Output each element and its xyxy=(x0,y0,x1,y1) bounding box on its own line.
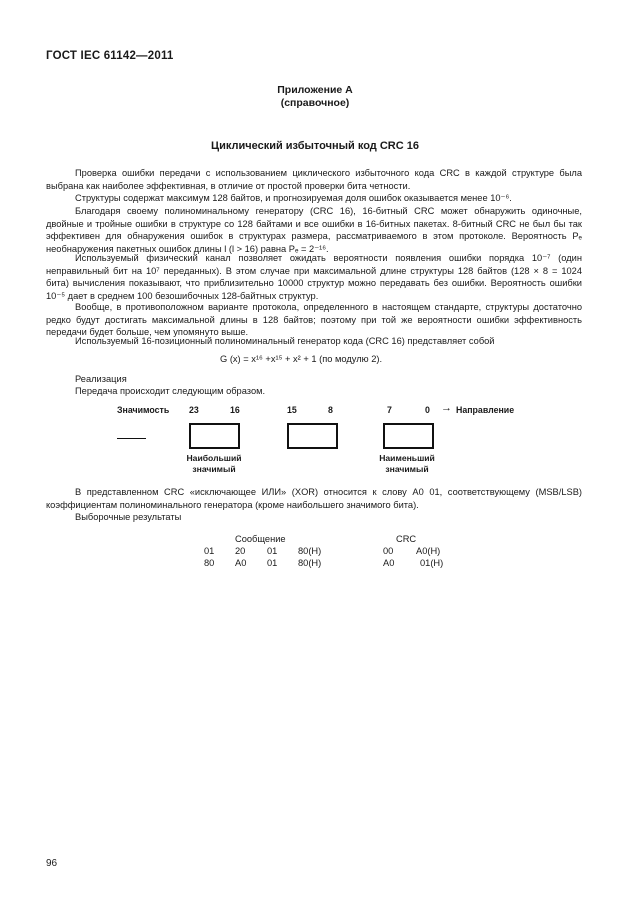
col-header-crc: CRC xyxy=(396,534,417,544)
bit-0-label: 0 xyxy=(425,405,430,415)
paragraph-2: Структуры содержат максимум 128 байтов, и прогнозируемая доля ошибок оказывается менее 10⁻⁶. xyxy=(75,193,512,203)
byte-box-lsb xyxy=(383,423,434,449)
paragraph-7: В представленном CRC «исключающее ИЛИ» (XOR) относится к слову A0 01, соответствующему (MSB/LSB) коэффициентам полиноминального генератора (кроме наибольшего значимого бита). xyxy=(46,487,582,510)
appendix-subtitle: (справочное) xyxy=(280,97,350,109)
lsb-caption: Наименьший значимый xyxy=(379,453,435,474)
bit-8-label: 8 xyxy=(328,405,333,415)
appendix-title: Приложение А xyxy=(277,84,353,96)
msb-caption: Наибольший значимый xyxy=(186,453,242,474)
document-header: ГОСТ IEC 61142—2011 xyxy=(46,50,174,62)
byte-box-middle xyxy=(287,423,338,449)
paragraph-4: Используемый физический канал позволяет ожидать вероятности появления ошибки порядка 10⁻⁷ (один неправильный бит на 10⁷ переданных). В этом случае при максимальной длине структуры 128 байтов (128 × 8 = 1024 бита) вычисления показывают, что приблизительно 10000 структур можно передавать без ошибки. Вероятность ошибки 10⁻⁵ дает в среднем 100 безошибочных 128-байтных структур. xyxy=(46,253,582,301)
implementation-label: Реализация xyxy=(75,374,127,384)
section-title: Циклический избыточный код CRC 16 xyxy=(211,140,419,152)
paragraph-5: Вообще, в противоположном варианте протокола, определенного в настоящем стандарте, структуры достаточно редко будут достигать максимальной длины в 128 байтов; поэтому при той же вероятности ошибки эффективность передачи будет больше, чем упомянуто выше. xyxy=(46,302,582,338)
direction-label: Направление xyxy=(456,405,515,415)
bit-23-label: 23 xyxy=(189,405,199,415)
col-header-message: Сообщение xyxy=(235,534,286,544)
bit-15-label: 15 xyxy=(287,405,297,415)
arrow-right-icon: → xyxy=(441,402,452,414)
significance-label: Значимость xyxy=(117,405,170,415)
polynomial-formula: G (x) = x¹⁶ +x¹⁵ + x² + 1 (по модулю 2). xyxy=(220,354,383,364)
implementation-text: Передача происходит следующим образом. xyxy=(75,386,266,396)
paragraph-1: Проверка ошибки передачи с использованием циклического избыточного кода CRC в каждой структуре была выбрана как наиболее эффективная, в отличие от простой проверки бита четности. xyxy=(46,168,582,191)
bit-7-label: 7 xyxy=(387,405,392,415)
sample-results-label: Выборочные результаты xyxy=(75,512,182,522)
input-line xyxy=(117,438,146,439)
page-number: 96 xyxy=(46,858,58,869)
byte-box-msb xyxy=(189,423,240,449)
paragraph-6: Используемый 16-позиционный полиноминальный генератор кода (CRC 16) представляет собой xyxy=(75,336,495,346)
paragraph-3: Благодаря своему полиноминальному генератору (CRC 16), 16-битный CRC может обнаружить одиночные, двойные и тройные ошибки в структуре со 128 байтами и все ошибки в 16-битных пакетах. 8-битный CRC не был бы так эффективен для обнаружения ошибок в структурах размера, рассматриваемого в этом протоколе. Вероятность Pₑ необнаружения пакетных ошибок длины l (l > 16) равна Pₑ = 2⁻¹⁶. xyxy=(46,206,582,254)
bit-16-label: 16 xyxy=(230,405,240,415)
